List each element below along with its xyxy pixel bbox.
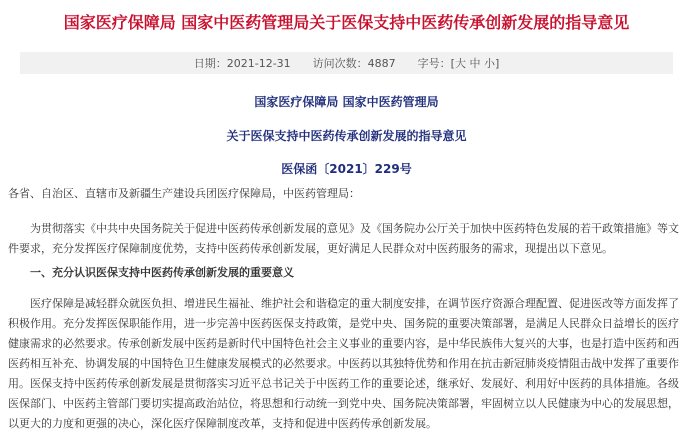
font-size-open-bracket: [: [450, 56, 455, 70]
visit-count: 4887: [367, 56, 396, 70]
issuing-agencies: 国家医疗保障局 国家中医药管理局: [254, 95, 439, 109]
font-size-close-bracket: ]: [494, 56, 500, 70]
visits-label: 访问次数：: [312, 57, 368, 70]
publish-date: 2021-12-31: [226, 56, 291, 70]
font-size-small-link[interactable]: 小: [483, 57, 495, 70]
section-1-paragraph: 医疗保障是减轻群众就医负担、增进民生福祉、维护社会和谐稳定的重大制度安排，在调节医疗资源合理配置、促进医改等方面发挥了积极作用。充分发挥医保职能作用，进一步完善中医药医保支持政策，是党中央、国务院的重要决策部署，是满足人民群众日益增长的医疗健康需求的必然要求。传承创新发展中医药是新时代中国特色社会主义事业的重要内容，是中华民族伟大复兴的大事，也是打造中医药和西医药相互补充、协调发展的中国特色卫生健康发展模式的必然要求。中医药以其独特优势和作用在抗击新冠肺炎疫情阻击战中发挥了重要作用。医保支持中医药传承创新发展是贯彻落实习近平总书记关于中医药工作的重要论述，继承好、发展好、利用好中医药的具体措施。各级医保部门、中医药主管部门要切实提高政治站位，将思想和行动统一到党中央、国务院决策部署，牢固树立以人民健康为中心的发展思想，以更大的力度和更强的决心，深化医疗保障制度改革，支持和促进中医药传承创新发展。: [8, 297, 679, 430]
document-title: 关于医保支持中医药传承创新发展的指导意见: [226, 129, 467, 143]
font-size-medium-link[interactable]: 中: [469, 57, 481, 70]
font-size-large-link[interactable]: 大: [454, 57, 466, 70]
date-label: 日期：: [193, 57, 227, 70]
font-size-label: 字号：: [417, 57, 451, 70]
article-title: 国家医疗保障局 国家中医药管理局关于医保支持中医药传承创新发展的指导意见: [63, 13, 630, 32]
intro-paragraph: 为贯彻落实《中共中央国务院关于促进中医药传承创新发展的意见》及《国务院办公厅关于加快中医药特色发展的若干政策措施》等文件要求，充分发挥医疗保障制度优势，支持中医药传承创新发展，更好满足人民群众对中医药服务的需求，现提出以下意见。: [8, 222, 679, 255]
document-number: 医保函〔2021〕229号: [281, 162, 412, 176]
salutation: 各省、自治区、直辖市及新疆生产建设兵团医疗保障局，中医药管理局：: [8, 187, 360, 200]
section-1-heading: 一、充分认识医保支持中医药传承创新发展的重要意义: [30, 266, 294, 279]
article-meta-bar: [20, 52, 673, 74]
